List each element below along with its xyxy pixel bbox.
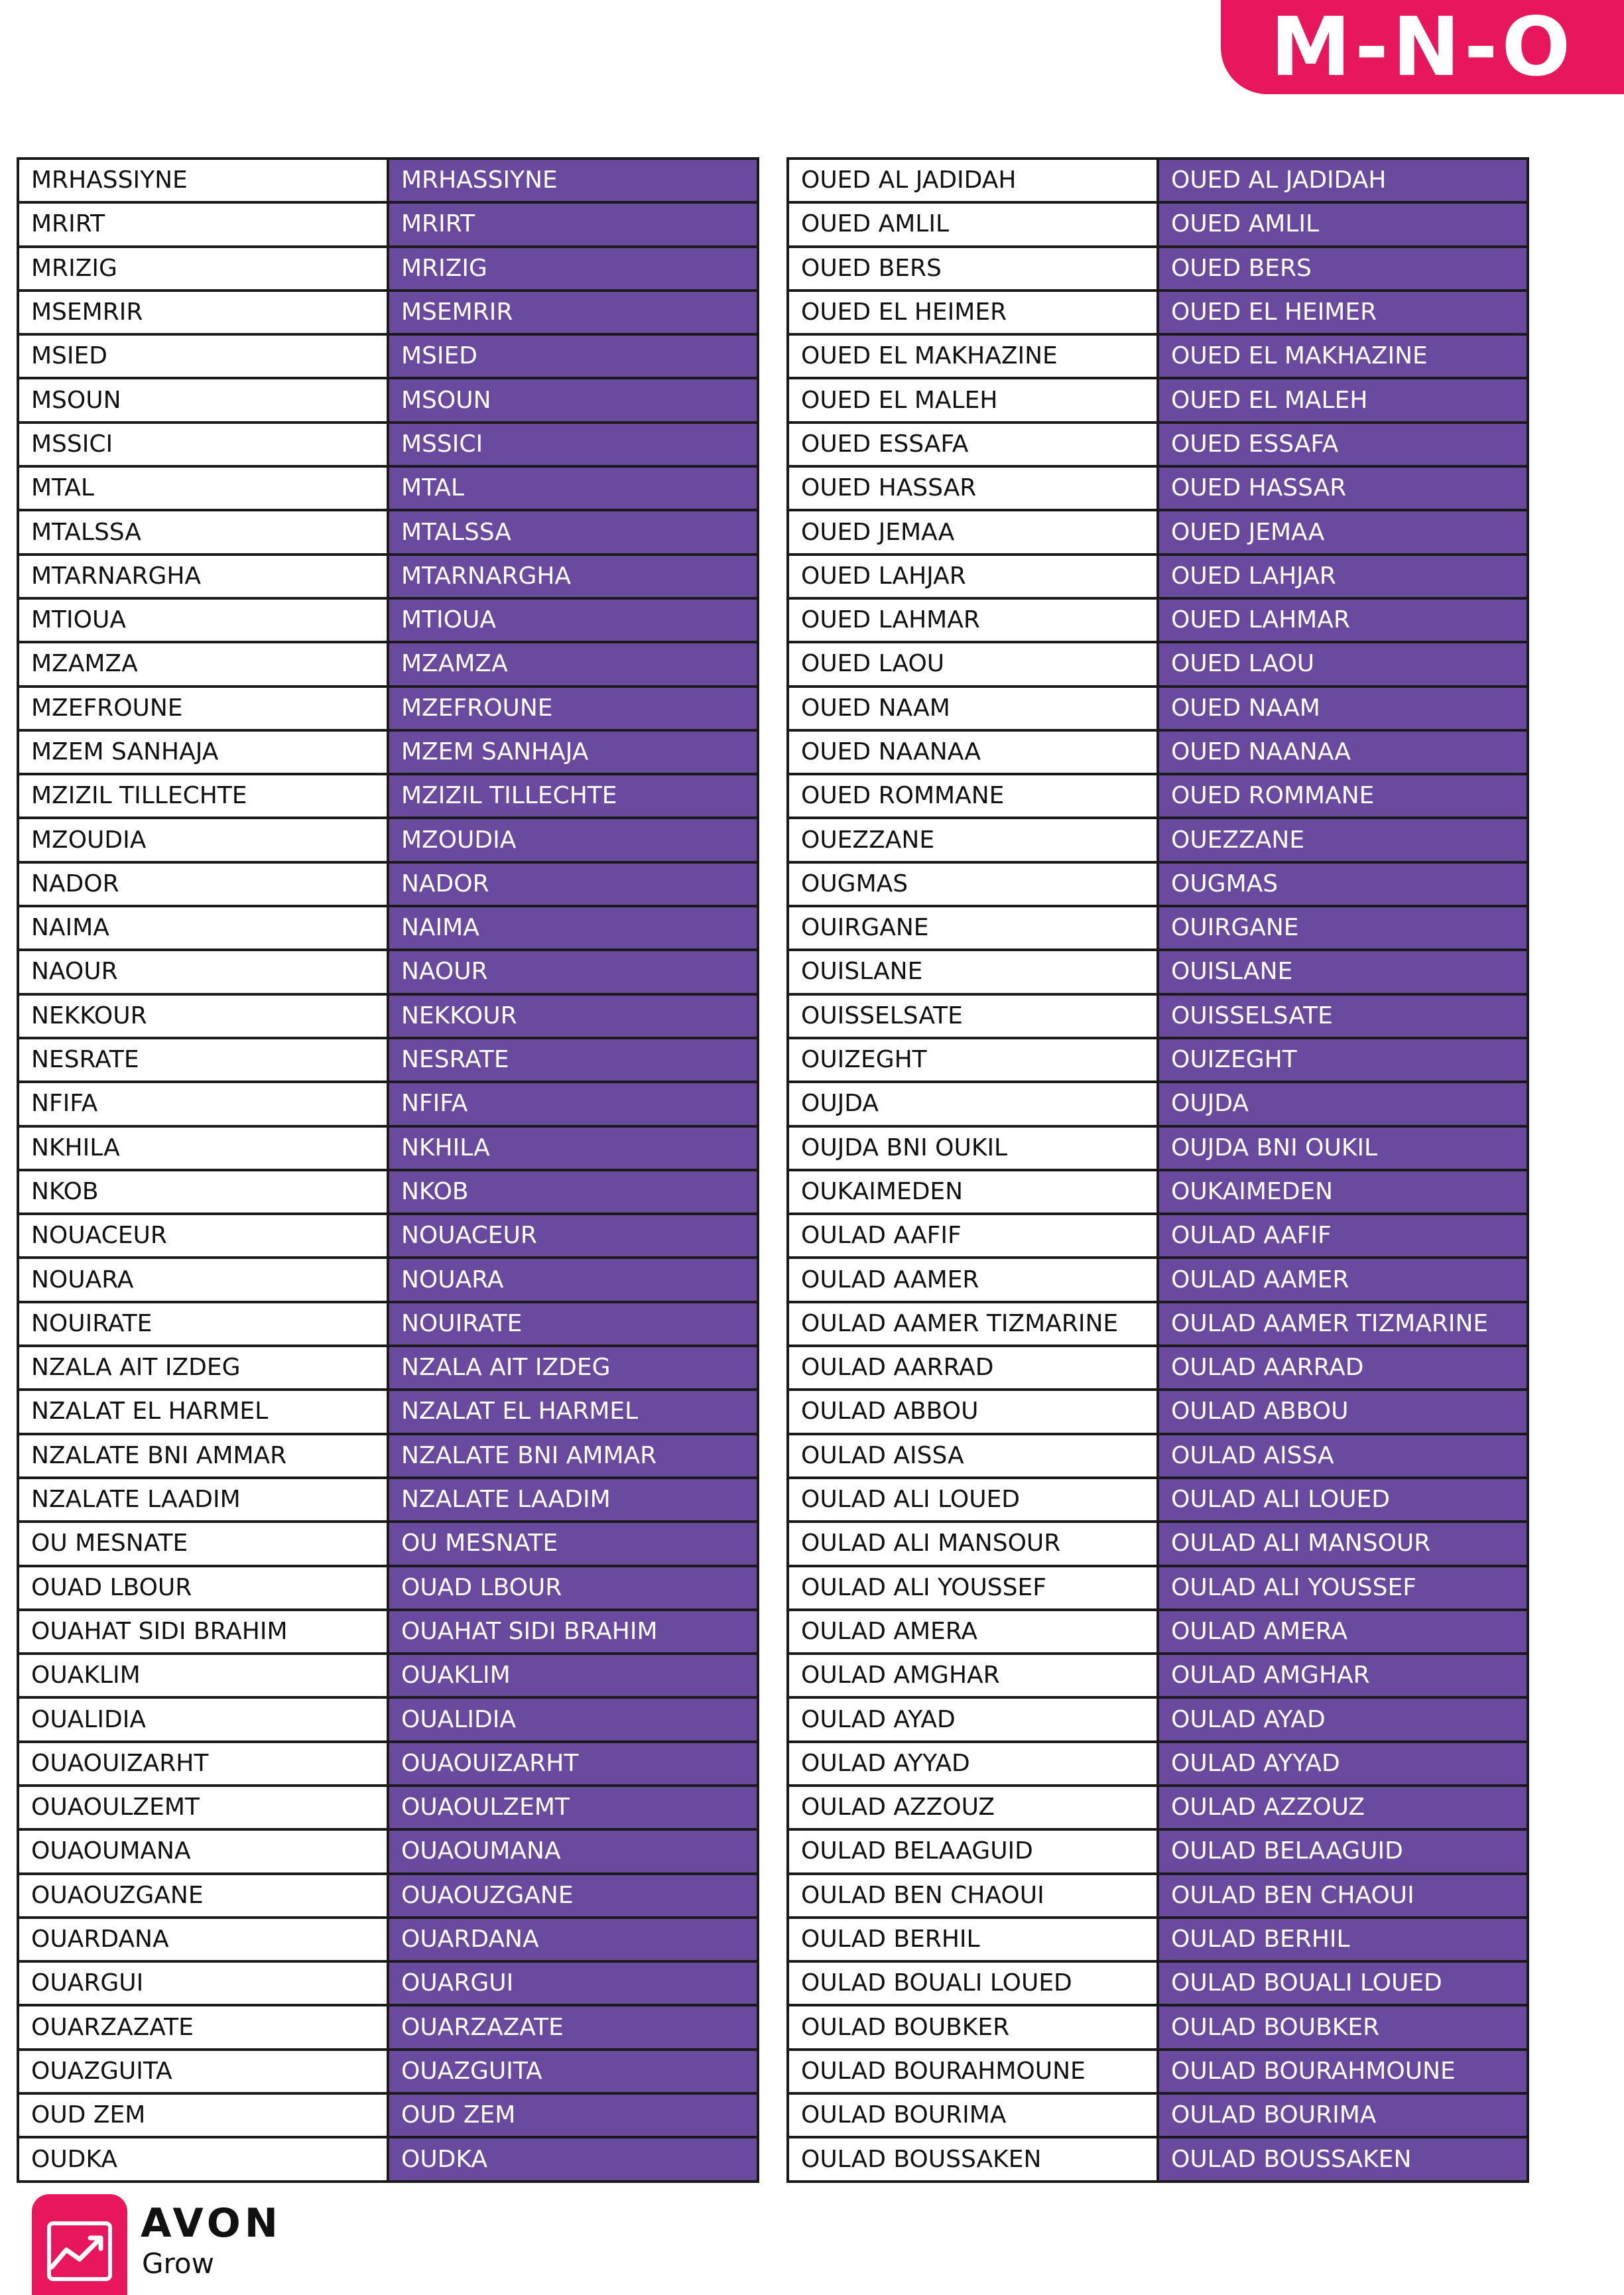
city-translation-cell: OUARDANA	[388, 1918, 758, 1961]
table-row	[18, 159, 758, 202]
city-name-cell: OUJDA BNI OUKIL	[788, 1126, 1158, 1170]
table-row	[788, 642, 1528, 686]
city-translation-cell: OUALIDIA	[388, 1697, 758, 1741]
table-row	[788, 378, 1528, 422]
table-row	[788, 1390, 1528, 1433]
city-name-cell: MSEMRIR	[18, 291, 388, 334]
city-translation-cell: OUAOULZEMT	[388, 1786, 758, 1829]
city-name-cell: MTAL	[18, 466, 388, 510]
city-name-cell: NZALAT EL HARMEL	[18, 1390, 388, 1433]
city-name-cell: NKOB	[18, 1170, 388, 1214]
table-row	[18, 1654, 758, 1697]
city-translation-cell: MZIZIL TILLECHTE	[388, 774, 758, 818]
table-row	[788, 291, 1528, 334]
city-translation-cell: OUAKLIM	[388, 1654, 758, 1697]
city-name-cell: OULAD AISSA	[788, 1434, 1158, 1478]
city-name-cell: NZALATE LAADIM	[18, 1478, 388, 1522]
city-translation-cell: MTIOUA	[388, 598, 758, 642]
city-name-cell: OULAD BOUSSAKEN	[788, 2137, 1158, 2181]
table-row	[788, 1214, 1528, 1258]
table-row	[18, 687, 758, 730]
city-table-right-body	[788, 159, 1528, 2182]
city-name-cell: MRIRT	[18, 202, 388, 246]
city-name-cell: OUAOULZEMT	[18, 1786, 388, 1829]
city-translation-cell: OUED BERS	[1158, 247, 1528, 291]
city-name-cell: OULAD AAMER TIZMARINE	[788, 1302, 1158, 1346]
city-translation-cell: NOUIRATE	[388, 1302, 758, 1346]
table-row	[788, 862, 1528, 906]
city-translation-cell: OULAD BOURIMA	[1158, 2093, 1528, 2137]
table-row	[788, 1874, 1528, 1918]
table-row	[788, 950, 1528, 994]
city-name-cell: OUALIDIA	[18, 1697, 388, 1741]
city-name-cell: OUED ESSAFA	[788, 423, 1158, 466]
city-translation-cell: OUISLANE	[1158, 950, 1528, 994]
city-translation-cell: OUED AL JADIDAH	[1158, 159, 1528, 202]
city-name-cell: OULAD AZZOUZ	[788, 1786, 1158, 1829]
city-name-cell: OUAOUMANA	[18, 1829, 388, 1873]
city-translation-cell: OUKAIMEDEN	[1158, 1170, 1528, 1214]
city-translation-cell: OUED NAAM	[1158, 687, 1528, 730]
city-translation-cell: OUED NAANAA	[1158, 730, 1528, 774]
city-translation-cell: OULAD BERHIL	[1158, 1918, 1528, 1961]
city-translation-cell: NOUACEUR	[388, 1214, 758, 1258]
city-translation-cell: OULAD AAFIF	[1158, 1214, 1528, 1258]
table-row	[18, 291, 758, 334]
table-row	[18, 2050, 758, 2093]
table-row	[18, 1742, 758, 1786]
table-row	[788, 1302, 1528, 1346]
city-translation-cell: OULAD AAMER	[1158, 1258, 1528, 1301]
table-row	[788, 687, 1528, 730]
table-row	[18, 642, 758, 686]
city-name-cell: NOUARA	[18, 1258, 388, 1301]
city-name-cell: OUED HASSAR	[788, 466, 1158, 510]
city-name-cell: OULAD BOUALI LOUED	[788, 1961, 1158, 2005]
city-translation-cell: NZALATE LAADIM	[388, 1478, 758, 1522]
city-translation-cell: MTAL	[388, 466, 758, 510]
table-row	[788, 159, 1528, 202]
city-translation-cell: MZEM SANHAJA	[388, 730, 758, 774]
city-name-cell: OUARZAZATE	[18, 2005, 388, 2049]
city-name-cell: OULAD ABBOU	[788, 1390, 1158, 1433]
city-translation-cell: OULAD AMERA	[1158, 1610, 1528, 1654]
city-translation-cell: OULAD AMGHAR	[1158, 1654, 1528, 1697]
city-name-cell: OUAHAT SIDI BRAHIM	[18, 1610, 388, 1654]
city-name-cell: OULAD ALI LOUED	[788, 1478, 1158, 1522]
city-translation-cell: OUISSELSATE	[1158, 994, 1528, 1038]
table-row	[18, 1786, 758, 1829]
city-translation-cell: OUGMAS	[1158, 862, 1528, 906]
city-name-cell: OUARGUI	[18, 1961, 388, 2005]
table-row	[788, 1829, 1528, 1873]
table-row	[18, 466, 758, 510]
table-row	[18, 730, 758, 774]
city-translation-cell: OULAD ALI MANSOUR	[1158, 1522, 1528, 1565]
table-row	[788, 1478, 1528, 1522]
city-translation-cell: NEKKOUR	[388, 994, 758, 1038]
table-row	[18, 1258, 758, 1301]
city-translation-cell: OUIZEGHT	[1158, 1038, 1528, 1082]
city-translation-cell: OUED LAOU	[1158, 642, 1528, 686]
city-translation-cell: OULAD AYAD	[1158, 1697, 1528, 1741]
city-translation-cell: MTARNARGHA	[388, 555, 758, 598]
table-row	[18, 1434, 758, 1478]
city-translation-cell: OULAD BEN CHAOUI	[1158, 1874, 1528, 1918]
table-row	[18, 1829, 758, 1873]
city-translation-cell: OULAD ALI LOUED	[1158, 1478, 1528, 1522]
city-translation-cell: OUEZZANE	[1158, 818, 1528, 862]
city-name-cell: OULAD AAMER	[788, 1258, 1158, 1301]
city-translation-cell: NZALATE BNI AMMAR	[388, 1434, 758, 1478]
table-row	[788, 1786, 1528, 1829]
table-row	[788, 906, 1528, 950]
table-row	[18, 1390, 758, 1433]
city-translation-cell: OUED EL MAKHAZINE	[1158, 334, 1528, 378]
growth-chart-icon	[32, 2194, 127, 2295]
city-translation-cell: OULAD AISSA	[1158, 1434, 1528, 1478]
city-name-cell: NOUIRATE	[18, 1302, 388, 1346]
city-translation-cell: MSSICI	[388, 423, 758, 466]
table-row	[18, 862, 758, 906]
city-name-cell: OUKAIMEDEN	[788, 1170, 1158, 1214]
city-name-cell: OUED AMLIL	[788, 202, 1158, 246]
table-row	[788, 598, 1528, 642]
table-row	[18, 1214, 758, 1258]
city-name-cell: OUED EL MALEH	[788, 378, 1158, 422]
table-row	[788, 1654, 1528, 1697]
city-translation-cell: MZAMZA	[388, 642, 758, 686]
city-translation-cell: OUED ESSAFA	[1158, 423, 1528, 466]
city-name-cell: OUARDANA	[18, 1918, 388, 1961]
table-row	[18, 1918, 758, 1961]
table-row	[18, 555, 758, 598]
city-name-cell: OULAD AYYAD	[788, 1742, 1158, 1786]
city-name-cell: OUAOUIZARHT	[18, 1742, 388, 1786]
table-row	[18, 818, 758, 862]
city-name-cell: OU MESNATE	[18, 1522, 388, 1565]
letter-range-label: M-N-O	[1270, 0, 1575, 94]
city-name-cell: OULAD ALI MANSOUR	[788, 1522, 1158, 1565]
city-name-cell: OUED AL JADIDAH	[788, 159, 1158, 202]
city-translation-cell: OUED EL HEIMER	[1158, 291, 1528, 334]
city-translation-cell: OULAD BELAAGUID	[1158, 1829, 1528, 1873]
table-row	[18, 1038, 758, 1082]
city-name-cell: OUED ROMMANE	[788, 774, 1158, 818]
city-translation-cell: MRIRT	[388, 202, 758, 246]
table-row	[788, 334, 1528, 378]
city-name-cell: NESRATE	[18, 1038, 388, 1082]
city-name-cell: OUED NAAM	[788, 687, 1158, 730]
table-row	[788, 730, 1528, 774]
table-row	[788, 1742, 1528, 1786]
table-row	[788, 2137, 1528, 2181]
table-row	[788, 510, 1528, 554]
table-row	[788, 1697, 1528, 1741]
table-row	[18, 378, 758, 422]
city-translation-cell: NESRATE	[388, 1038, 758, 1082]
city-translation-cell: OULAD BOUALI LOUED	[1158, 1961, 1528, 2005]
table-row	[18, 1170, 758, 1214]
city-name-cell: NAOUR	[18, 950, 388, 994]
city-name-cell: OUAOUZGANE	[18, 1874, 388, 1918]
city-translation-cell: OUJDA BNI OUKIL	[1158, 1126, 1528, 1170]
table-row	[788, 1038, 1528, 1082]
city-name-cell: OUED NAANAA	[788, 730, 1158, 774]
city-name-cell: OUED LAOU	[788, 642, 1158, 686]
city-translation-cell: NZALA AIT IZDEG	[388, 1346, 758, 1390]
city-table-right	[786, 157, 1529, 2183]
city-translation-cell: OULAD BOUBKER	[1158, 2005, 1528, 2049]
table-row	[788, 1126, 1528, 1170]
city-name-cell: MRIZIG	[18, 247, 388, 291]
city-name-cell: OULAD BOURAHMOUNE	[788, 2050, 1158, 2093]
table-row	[18, 1610, 758, 1654]
city-name-cell: MZIZIL TILLECHTE	[18, 774, 388, 818]
city-name-cell: MSSICI	[18, 423, 388, 466]
city-name-cell: MZEM SANHAJA	[18, 730, 388, 774]
city-translation-cell: OUAHAT SIDI BRAHIM	[388, 1610, 758, 1654]
city-translation-cell: OULAD ALI YOUSSEF	[1158, 1566, 1528, 1610]
table-row	[788, 555, 1528, 598]
city-translation-cell: NZALAT EL HARMEL	[388, 1390, 758, 1433]
table-row	[788, 2005, 1528, 2049]
table-row	[18, 202, 758, 246]
city-name-cell: NKHILA	[18, 1126, 388, 1170]
city-name-cell: OUEZZANE	[788, 818, 1158, 862]
city-name-cell: OULAD BEN CHAOUI	[788, 1874, 1158, 1918]
city-name-cell: OULAD AARRAD	[788, 1346, 1158, 1390]
table-row	[788, 423, 1528, 466]
city-translation-cell: OUAOUMANA	[388, 1829, 758, 1873]
table-row	[18, 906, 758, 950]
city-name-cell: MTALSSA	[18, 510, 388, 554]
table-row	[18, 247, 758, 291]
table-row	[788, 2050, 1528, 2093]
city-name-cell: OULAD BOUBKER	[788, 2005, 1158, 2049]
city-name-cell: MSIED	[18, 334, 388, 378]
table-row	[18, 994, 758, 1038]
table-row	[18, 1346, 758, 1390]
city-name-cell: OULAD AMERA	[788, 1610, 1158, 1654]
city-translation-cell: OUAZGUITA	[388, 2050, 758, 2093]
city-translation-cell: MRIZIG	[388, 247, 758, 291]
table-row	[18, 1302, 758, 1346]
city-name-cell: NFIFA	[18, 1082, 388, 1126]
city-name-cell: OUD ZEM	[18, 2093, 388, 2137]
city-translation-cell: OUD ZEM	[388, 2093, 758, 2137]
table-row	[18, 598, 758, 642]
city-translation-cell: OULAD ABBOU	[1158, 1390, 1528, 1433]
city-translation-cell: MTALSSA	[388, 510, 758, 554]
table-row	[18, 1697, 758, 1741]
city-name-cell: OUISLANE	[788, 950, 1158, 994]
city-translation-cell: OUARZAZATE	[388, 2005, 758, 2049]
city-translation-cell: OULAD AZZOUZ	[1158, 1786, 1528, 1829]
city-name-cell: OUED JEMAA	[788, 510, 1158, 554]
city-translation-cell: NAIMA	[388, 906, 758, 950]
city-name-cell: MTIOUA	[18, 598, 388, 642]
table-row	[788, 1082, 1528, 1126]
city-translation-cell: OULAD AAMER TIZMARINE	[1158, 1302, 1528, 1346]
city-translation-cell: OU MESNATE	[388, 1522, 758, 1565]
table-row	[788, 202, 1528, 246]
city-name-cell: OULAD AYAD	[788, 1697, 1158, 1741]
city-translation-cell: MSIED	[388, 334, 758, 378]
city-translation-cell: OUARGUI	[388, 1961, 758, 2005]
table-row	[18, 2093, 758, 2137]
table-row	[18, 1082, 758, 1126]
table-row	[788, 466, 1528, 510]
table-row	[18, 334, 758, 378]
city-translation-cell: OUAOUZGANE	[388, 1874, 758, 1918]
table-row	[788, 1566, 1528, 1610]
city-translation-cell: OUED LAHJAR	[1158, 555, 1528, 598]
city-name-cell: MZEFROUNE	[18, 687, 388, 730]
city-name-cell: OUIZEGHT	[788, 1038, 1158, 1082]
city-name-cell: OULAD BOURIMA	[788, 2093, 1158, 2137]
table-row	[788, 1346, 1528, 1390]
city-name-cell: MZOUDIA	[18, 818, 388, 862]
table-row	[788, 994, 1528, 1038]
table-row	[18, 1566, 758, 1610]
city-name-cell: OUJDA	[788, 1082, 1158, 1126]
city-translation-cell: OULAD AYYAD	[1158, 1742, 1528, 1786]
city-translation-cell: OUDKA	[388, 2137, 758, 2181]
city-translation-cell: OULAD AARRAD	[1158, 1346, 1528, 1390]
city-translation-cell: NOUARA	[388, 1258, 758, 1301]
city-translation-cell: OUAOUIZARHT	[388, 1742, 758, 1786]
letter-range-tab	[1221, 0, 1624, 94]
table-row	[18, 950, 758, 994]
city-name-cell: OULAD AAFIF	[788, 1214, 1158, 1258]
table-row	[788, 1918, 1528, 1961]
city-translation-cell: NADOR	[388, 862, 758, 906]
city-translation-cell: OUED LAHMAR	[1158, 598, 1528, 642]
city-translation-cell: NKHILA	[388, 1126, 758, 1170]
city-name-cell: MTARNARGHA	[18, 555, 388, 598]
table-row	[18, 1874, 758, 1918]
city-name-cell: OUED LAHJAR	[788, 555, 1158, 598]
city-translation-cell: OUIRGANE	[1158, 906, 1528, 950]
table-row	[788, 1434, 1528, 1478]
city-name-cell: OUED EL MAKHAZINE	[788, 334, 1158, 378]
city-name-cell: NZALATE BNI AMMAR	[18, 1434, 388, 1478]
city-translation-cell: OUED ROMMANE	[1158, 774, 1528, 818]
city-table-left	[17, 157, 759, 2183]
table-row	[788, 1522, 1528, 1565]
table-row	[18, 2137, 758, 2181]
city-name-cell: OUED BERS	[788, 247, 1158, 291]
city-name-cell: OULAD ALI YOUSSEF	[788, 1566, 1158, 1610]
city-name-cell: OULAD BERHIL	[788, 1918, 1158, 1961]
city-name-cell: NADOR	[18, 862, 388, 906]
city-name-cell: NOUACEUR	[18, 1214, 388, 1258]
table-row	[788, 1610, 1528, 1654]
city-translation-cell: MSEMRIR	[388, 291, 758, 334]
city-name-cell: OUED LAHMAR	[788, 598, 1158, 642]
city-table-left-body	[18, 159, 758, 2182]
city-translation-cell: MZEFROUNE	[388, 687, 758, 730]
table-row	[788, 774, 1528, 818]
city-name-cell: MSOUN	[18, 378, 388, 422]
city-name-cell: MZAMZA	[18, 642, 388, 686]
city-name-cell: NAIMA	[18, 906, 388, 950]
city-name-cell: OUAD LBOUR	[18, 1566, 388, 1610]
city-name-cell: OUISSELSATE	[788, 994, 1158, 1038]
table-row	[788, 1258, 1528, 1301]
city-name-cell: NEKKOUR	[18, 994, 388, 1038]
city-name-cell: OUGMAS	[788, 862, 1158, 906]
city-name-cell: NZALA AIT IZDEG	[18, 1346, 388, 1390]
city-translation-cell: OULAD BOURAHMOUNE	[1158, 2050, 1528, 2093]
city-translation-cell: NKOB	[388, 1170, 758, 1214]
city-translation-cell: OULAD BOUSSAKEN	[1158, 2137, 1528, 2181]
city-name-cell: OULAD AMGHAR	[788, 1654, 1158, 1697]
city-translation-cell: OUED AMLIL	[1158, 202, 1528, 246]
city-name-cell: OUDKA	[18, 2137, 388, 2181]
city-translation-cell: OUED EL MALEH	[1158, 378, 1528, 422]
city-translation-cell: OUED HASSAR	[1158, 466, 1528, 510]
city-translation-cell: OUJDA	[1158, 1082, 1528, 1126]
table-row	[18, 510, 758, 554]
city-translation-cell: MRHASSIYNE	[388, 159, 758, 202]
city-name-cell: OULAD BELAAGUID	[788, 1829, 1158, 1873]
table-row	[18, 1478, 758, 1522]
table-row	[18, 1961, 758, 2005]
city-translation-cell: OUAD LBOUR	[388, 1566, 758, 1610]
city-name-cell: OUAZGUITA	[18, 2050, 388, 2093]
table-row	[18, 2005, 758, 2049]
table-row	[788, 818, 1528, 862]
brand-subtitle: Grow	[142, 2247, 214, 2280]
city-translation-cell: MSOUN	[388, 378, 758, 422]
brand-name: AVON	[141, 2200, 282, 2247]
table-row	[18, 774, 758, 818]
table-row	[788, 2093, 1528, 2137]
city-name-cell: OUAKLIM	[18, 1654, 388, 1697]
city-name-cell: OUIRGANE	[788, 906, 1158, 950]
city-translation-cell: MZOUDIA	[388, 818, 758, 862]
city-name-cell: OUED EL HEIMER	[788, 291, 1158, 334]
city-translation-cell: NFIFA	[388, 1082, 758, 1126]
city-translation-cell: OUED JEMAA	[1158, 510, 1528, 554]
city-translation-cell: NAOUR	[388, 950, 758, 994]
table-row	[18, 1126, 758, 1170]
city-name-cell: MRHASSIYNE	[18, 159, 388, 202]
table-row	[18, 1522, 758, 1565]
table-row	[788, 1961, 1528, 2005]
table-row	[788, 247, 1528, 291]
table-row	[18, 423, 758, 466]
table-row	[788, 1170, 1528, 1214]
